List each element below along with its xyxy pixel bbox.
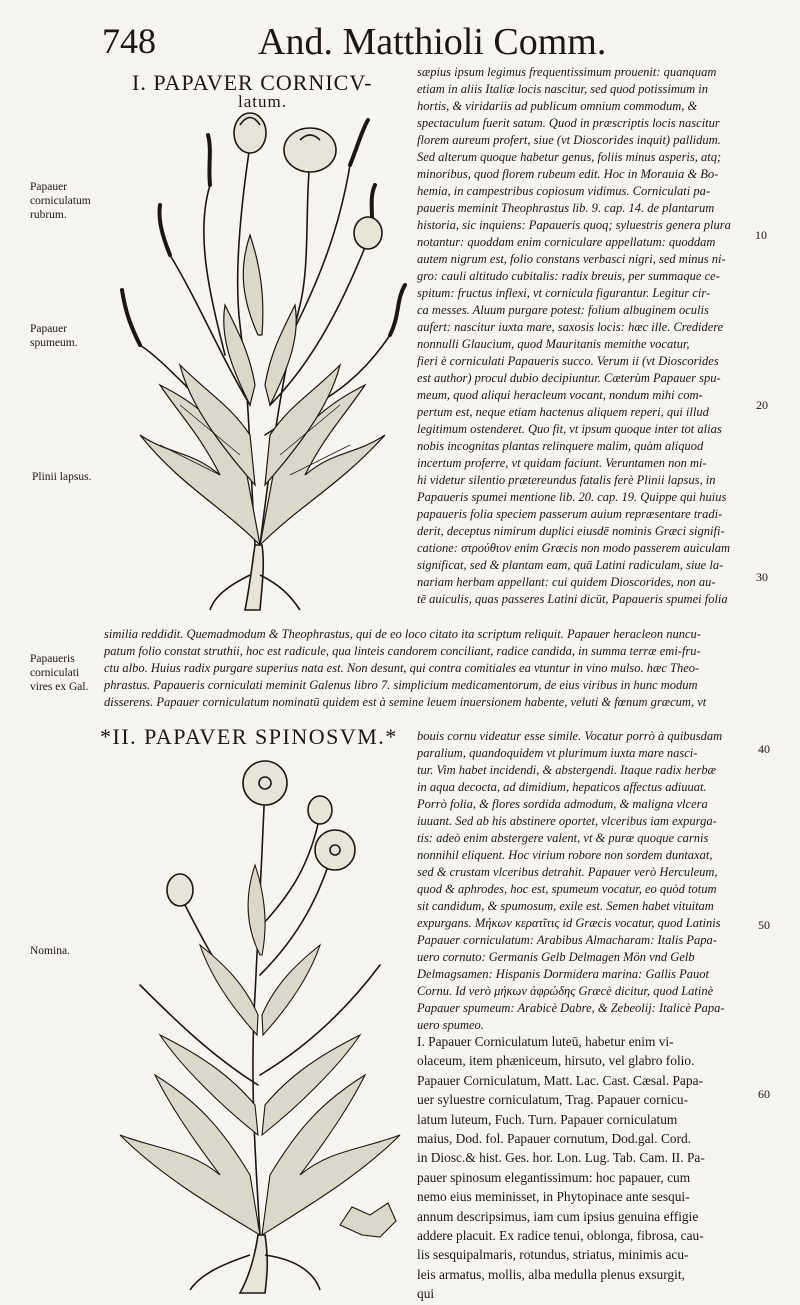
text-line: Papaueris spumei mentione lib. 20. cap. 19. Quippe qui huius (417, 490, 727, 504)
text-line: gro: cauli altitudo cubitalis: radix breuis, per summaque ce- (417, 269, 720, 283)
text-line: historia, sic inquiens: Papaueris quoq; syluestris genera plura (417, 218, 731, 232)
text-line: latum luteum, Fuch. Turn. Papauer corniculatum (417, 1111, 678, 1127)
running-head: And. Matthioli Comm. (258, 21, 607, 63)
text-line: Porrò folia, & flores sordida admodum, & maligna vlcera (417, 797, 708, 811)
text-line: Sed alterum quoque habetur genus, foliis minus asperis, atq; (417, 150, 722, 164)
text-line: in Diosc.& hist. Ges. hor. Lon. Lug. Tab. Cam. II. Pa- (417, 1150, 705, 1166)
text-line: aufert: nascitur iuxta mare, saxosis locis: hæc ille. Credidere (417, 320, 724, 334)
text-line: derit, deceptus nimirum duplici eiusdē nominis Græci signifi- (417, 524, 725, 538)
text-line: catione: στρούθιον enim Græcis non modo passerem auiculam (417, 541, 731, 555)
text-line: I. Papauer Corniculatum luteū, habetur enim vi- (417, 1034, 674, 1049)
text-line: lis sesquipalmaris, rotundus, striatus, minimis acu- (417, 1247, 689, 1263)
line-number: 20 (756, 398, 768, 412)
text-line: bouis cornu videatur esse simile. Vocatur porrò à quibusdam (417, 729, 723, 743)
line-number: 10 (755, 228, 767, 242)
plant-title-1: I. PAPAVER CORNICV- (132, 70, 373, 95)
text-line: in aqua decocta, ad dimidium, hepaticos affectus adiuuat. (417, 780, 707, 794)
text-line: uer syluestre corniculatum, Trag. Papauer cornicu- (417, 1092, 689, 1108)
text-full-width (104, 626, 754, 711)
text-line: Papauer spumeum: Arabicè Dabre, & Zebeolij: Italicè Papa- (417, 1001, 725, 1015)
line-number: 60 (758, 1087, 770, 1101)
line-number: 50 (758, 918, 770, 932)
text-line: tis: adeò enim abstergere valent, vt & puræ quoque carnis (417, 831, 709, 845)
text-line: uero spumeo. (417, 1018, 484, 1032)
text-column-right-2 (417, 728, 759, 1034)
page-number: 748 (102, 21, 156, 61)
margin-note-spumeum: Papauer spumeum. (30, 323, 78, 349)
text-line: ca messes. Aluum purgare potest: folium albuginem oculis (417, 303, 709, 317)
text-line: fieri è corniculati Papaueris succo. Verum ii (vt Dioscorides (417, 354, 719, 368)
margin-note-nomina: Nomina. (30, 945, 70, 957)
text-line: qui (417, 1286, 435, 1302)
text-line: minoribus, quod florem rubeum edit. Hoc in Morauia & Bo- (417, 167, 719, 181)
plant-title-2: *II. PAPAVER SPINOSVM.* (100, 724, 398, 749)
text-line: notantur: quoddam enim corniculare appellatum: quoddam (417, 235, 716, 249)
text-line: sæpius ipsum legimus frequentissimum prouenit: quanquam (417, 65, 717, 79)
nomina-block (417, 1032, 762, 1304)
text-line: tē auiculis, quas passeres Latini dicūt, Papaueris spumei folia (417, 592, 728, 606)
text-line: sit candidum, & spumosum, exile est. Semen habet vituitam (417, 899, 714, 913)
text-line: hi videtur silentio prætereundus fatalis ferè Plinii lapsus, in (417, 473, 716, 487)
text-line: Papauer Corniculatum, Matt. Lac. Cast. Cæsal. Papa- (417, 1072, 703, 1088)
text-line: maius, Dod. fol. Papauer cornutum, Dod.gal. Cord. (417, 1131, 692, 1147)
text-line: sed & crustam vlceribus detrahit. Papauer verò Herculeum, (417, 865, 718, 879)
text-line: expurgans. Μήκων κερατῖτις id Græcis vocatur, quod Latinis (417, 916, 721, 930)
text-line: leis armatus, mollis, alba medulla plenus exsurgit, (417, 1266, 685, 1282)
text-line: patum folio constat struthii, hoc est radicule, qua linteis candorem conciliant, radice candida, in summa terræ emi-fru- (104, 644, 701, 658)
text-line: papaueris folia speciem passerum auium repræsentare tradi- (417, 507, 723, 521)
text-line: iuuant. Sed ab his abstinere oportet, vlceribus iam expurga- (417, 814, 717, 828)
text-line: annum descripsimus, iam cum ipsius genuina effigie (417, 1208, 699, 1224)
text-line: est author) procul dubio decipiuntur. Cæterùm Papauer spu- (417, 371, 721, 385)
text-line: paralium, quandoquidem vt plurimum iuxta mare nasci- (417, 746, 698, 760)
text-line: disserens. Papauer corniculatum nominatū quidem est à semine leuem inuersionem habente, veluti & fœnum græcum, vt (104, 695, 707, 709)
text-line: etiam in aliis Italiæ locis nascitur, sed quod potissimum in (417, 82, 708, 96)
text-line: Delmagsamen: Hispanis Dormidera marina: Gallis Pauot (417, 967, 710, 981)
text-line: nemo eius meminisset, in Phytopinace ante sesqui- (417, 1189, 690, 1205)
text-line: nobis incognitas plantas relinquere malim, quàm aliquod (417, 439, 704, 453)
text-line: ctu albo. Huius radix purgare superius nata est. Non desunt, qui contra comitiales ea vtuntur in vino mulso. hæc Theo- (104, 661, 700, 675)
text-line: legitimum ostenderet. Quo fit, vt ipsum quoque inter tot alias (417, 422, 722, 436)
text-line: incertum proferre, vt quidam faciunt. Veruntamen non mi- (417, 456, 707, 470)
text-line: significat, sed & plantam eam, quā Latini radiculam, siue la- (417, 558, 724, 572)
plant-title-1-cont: latum. (238, 92, 287, 111)
woodcut-papaver-spinosum (100, 755, 420, 1295)
text-line: pertum est, neque etiam hactenus aliquem reperi, qui illud (417, 405, 709, 419)
text-line: spectaculum fuerit satum. Quod in præscriptis locis nascitur (417, 116, 720, 130)
text-line: Papauer corniculatum: Arabibus Almacharam: Italis Papa- (417, 933, 717, 947)
text-line: nariam herbam appellant: cui quidem Dioscorides, non au- (417, 575, 716, 589)
margin-note-vires: Papaueris corniculati vires ex Gal. (30, 653, 89, 693)
text-line: paueris meminit Theophrastus lib. 9. cap. 14. de plantarum (417, 201, 715, 215)
text-line: similia reddidit. Quemadmodum & Theophrastus, qui de eo loco citato ita scriptum reliquit. Papauer heracleon nuncu- (104, 627, 701, 641)
text-line: hortis, & viridariis ad publicum omnium commodum, & (417, 99, 698, 113)
text-line: nonnihil eliquent. Hoc virium robore non sordem duntaxat, (417, 848, 713, 862)
text-column-right (417, 64, 759, 608)
text-line: Cornu. Id verò μήκων ἀφρώδης Græcè dicitur, quod Latinè (417, 984, 714, 998)
line-number: 40 (758, 742, 770, 756)
text-line: quod & aphrodes, hoc est, spumeum vocatur, eo quòd totum (417, 882, 717, 896)
text-line: uero cornuto: Germanis Gelb Delmagen Mön vnd Gelb (417, 950, 695, 964)
line-number: 30 (756, 570, 768, 584)
text-line: spitum: fructus inflexi, vt cornicula figurantur. Legitur cir- (417, 286, 711, 300)
text-line: autem nigrum est, folio constans verbasci nigri, sed minus ni- (417, 252, 726, 266)
margin-note-rubrum: Papauer corniculatum rubrum. (30, 181, 91, 221)
text-line: florem aureum profert, siue (vt Dioscorides inquit) pallidum. (417, 133, 721, 147)
text-line: hemia, in campestribus copiosum vidimus. Corniculati pa- (417, 184, 711, 198)
text-line: tur. Vim habet incidendi, & abstergendi. Itaque radix herbæ (417, 763, 716, 777)
margin-note-plinii: Plinii lapsus. (32, 471, 92, 483)
text-line: phrastus. Papaueris corniculati meminit Galenus libro 7. simplicium medicamentorum, de eius viribus in hunc modum (104, 678, 698, 692)
text-line: nonnulli Glaucium, quod Mauritanis memithe vocatur, (417, 337, 690, 351)
woodcut-papaver-corniculatum (100, 105, 410, 615)
text-line: olaceum, item phæniceum, hirsuto, vel glabro folio. (417, 1053, 695, 1069)
text-line: pauer spinosum elegantissimum: hoc papauer, cum (417, 1169, 691, 1185)
text-line: addere placuit. Ex radice tenui, oblonga, fibrosa, cau- (417, 1228, 704, 1244)
text-line: meum, quod aliqui heracleum vocant, nondum mihi com- (417, 388, 703, 402)
